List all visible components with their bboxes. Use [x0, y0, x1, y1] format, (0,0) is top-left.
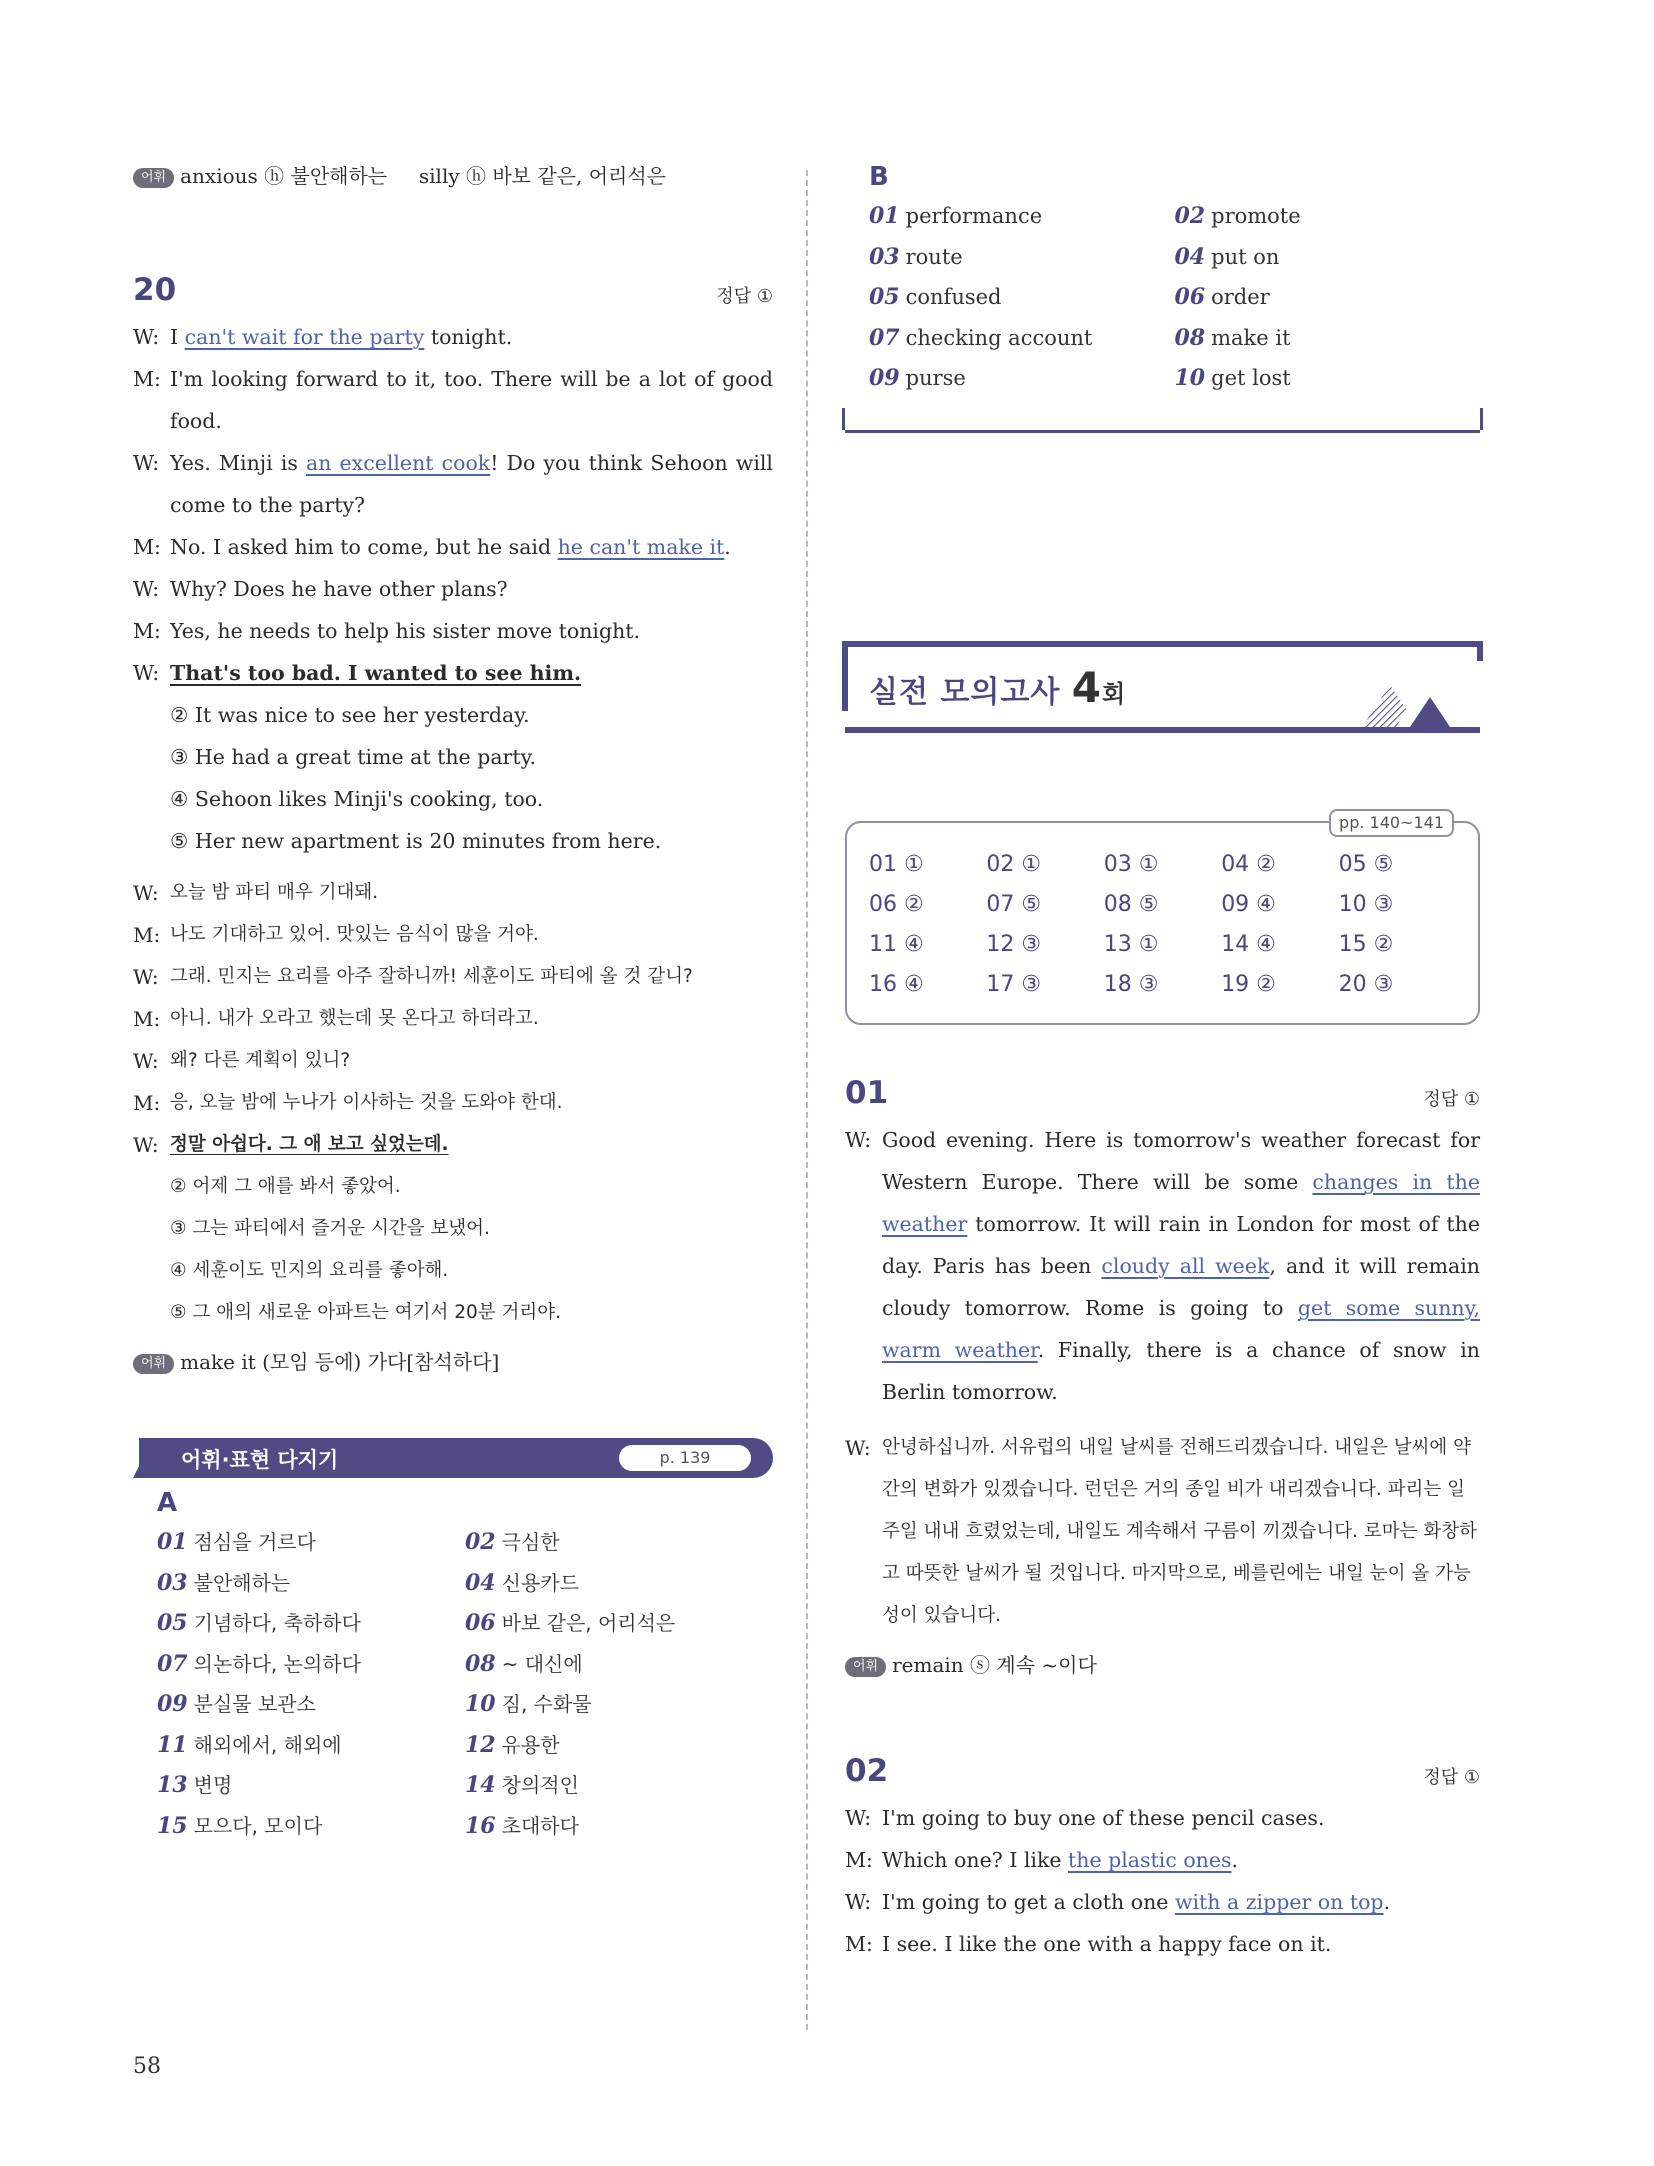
korean-text: 안녕하십니까. 서유럽의 내일 날씨를 전해드리겠습니다. 내일은 날씨에 약간의 변화가 있겠습니다. 런던은 거의 종일 비가 내리겠습니다. 파리는 일주일 내내 흐렸었는데, 내일도 계속해서 구름이 끼겠습니다. 로마는 화창하고 따뜻한 날씨가 될 것입니다. 마지막으로, 베를린에는 내일 눈이 올 가능성이 있습니다.: [882, 1437, 1477, 1626]
vocab-item: [1175, 318, 1481, 359]
item-text: confused: [905, 285, 1002, 309]
item-number: 09: [157, 1691, 188, 1717]
text-fragment: .: [724, 535, 731, 559]
dialogue-text: [882, 1881, 1480, 1923]
item-text: route: [905, 244, 963, 269]
speaker-label: W:: [133, 1133, 159, 1157]
item-text: 해외에서, 해외에: [193, 1732, 342, 1757]
text-fragment: I'm going to get a cloth one: [882, 1890, 1175, 1914]
item-text: put on: [1211, 244, 1280, 269]
answer-options-korean: [133, 1166, 773, 1334]
test-title: [869, 663, 1126, 712]
answer-option: ④ 세훈이도 민지의 요리를 좋아해.: [170, 1260, 449, 1281]
test-suffix: 회: [1102, 680, 1127, 708]
key-phrase: with a zipper on top: [1174, 1890, 1384, 1914]
vocab-text: anxious ⓗ 불안해하는 silly ⓗ 바보 같은, 어리석은: [180, 164, 666, 188]
text-fragment: No. I asked him to come, but he said: [170, 535, 558, 559]
answer-options-english: [133, 694, 773, 862]
dialogue-line: [133, 652, 773, 694]
dialogue-line: [845, 1797, 1480, 1839]
item-text: performance: [905, 204, 1043, 228]
speaker-label: M:: [133, 923, 161, 947]
item-text: 점심을 거르다: [193, 1530, 316, 1554]
vocab-item: [157, 1806, 465, 1847]
item-number: 07: [869, 324, 900, 351]
answer-key-item: 11 ④: [869, 932, 924, 957]
item-text: 기념하다, 축하하다: [193, 1611, 361, 1635]
answer-key-pages: pp. 140~141: [1329, 809, 1454, 837]
answer-sentence: 정말 아쉽다. 그 애 보고 싶었는데.: [170, 1134, 449, 1155]
section-b-list: [869, 196, 1480, 399]
dialogue-line: [133, 568, 773, 610]
vocab-item: [157, 1765, 465, 1806]
korean-text: 응, 오늘 밤에 누나가 이사하는 것을 도와야 한대.: [170, 1092, 563, 1113]
answer-key-item: 14 ④: [1221, 932, 1276, 957]
answer-option: ④ Sehoon likes Minji's cooking, too.: [170, 787, 544, 811]
dialogue-text: [170, 568, 773, 610]
item-text: 변명: [193, 1773, 233, 1797]
answer-key-item: 20 ③: [1338, 972, 1394, 997]
key-phrase: changes in the weather: [882, 1170, 1480, 1236]
vocab-item: [157, 1725, 465, 1766]
answer-option: ⑤ Her new apartment is 20 minutes from here.: [170, 829, 662, 853]
answer-key-item: 10 ③: [1338, 892, 1394, 917]
dialogue-text: [170, 358, 773, 442]
item-text: 극심한: [501, 1530, 560, 1554]
answer-key-item: 08 ⑤: [1103, 892, 1159, 917]
item-text: promote: [1211, 204, 1301, 228]
korean-text: 오늘 밤 파티 매우 기대돼.: [170, 882, 379, 903]
korean-line: [133, 1124, 773, 1166]
question-header-02: [845, 1753, 1480, 1789]
text-fragment: Yes. Minji is: [170, 451, 306, 475]
text-fragment: I: [170, 325, 185, 349]
text-fragment: .: [1383, 1890, 1391, 1914]
item-text: ~ 대신에: [501, 1651, 583, 1676]
dialogue-text: [882, 1923, 1480, 1965]
item-number: 15: [157, 1812, 188, 1839]
question-number: 20: [133, 272, 177, 308]
vocab-item: [869, 277, 1175, 318]
vocab-item: [1175, 237, 1481, 278]
item-number: 06: [1174, 284, 1206, 310]
item-text: 신용카드: [501, 1570, 579, 1595]
dialogue-english: [133, 316, 773, 694]
question-header-01: [845, 1075, 1480, 1111]
vocab-note-20: [133, 1346, 773, 1378]
vocab-item: [465, 1765, 773, 1806]
vocab-text: make it (모임 등에) 가다[참석하다]: [180, 1350, 500, 1374]
section-b-label: B: [869, 162, 889, 192]
answer-label: 정답 ①: [716, 286, 773, 307]
vocab-item: [157, 1603, 465, 1644]
vocab-item: [869, 318, 1175, 359]
item-number: 04: [1174, 243, 1206, 270]
vocab-item: [465, 1806, 773, 1847]
vocab-tag: 어휘: [133, 168, 174, 188]
answer-key-item: 17 ③: [986, 972, 1042, 997]
dialogue-text: [170, 610, 773, 652]
test-banner: [845, 641, 1480, 733]
answer-key-item: 12 ③: [986, 932, 1042, 957]
answer-label: 정답 ①: [1423, 1767, 1480, 1788]
vocab-item: [465, 1644, 773, 1685]
speaker-label: W:: [845, 1128, 872, 1152]
dialogue-text: [170, 652, 773, 694]
answer-key-item: 07 ⑤: [986, 892, 1042, 917]
answer-key-box: [845, 813, 1480, 1025]
item-text: 바보 같은, 어리석은: [501, 1611, 676, 1635]
vocab-item: [157, 1522, 465, 1563]
answer-key-item: 04 ②: [1221, 852, 1276, 877]
text-fragment: Yes, he needs to help his sister move tonight.: [170, 619, 641, 643]
answer-option: ③ He had a great time at the party.: [170, 745, 536, 769]
speaker-label: W:: [133, 881, 159, 905]
item-text: 모으다, 모이다: [193, 1813, 323, 1838]
answer-key-item: 19 ②: [1221, 972, 1276, 997]
section-a-label: A: [157, 1488, 178, 1518]
item-text: 초대하다: [501, 1813, 579, 1838]
vocab-item: [1175, 358, 1481, 399]
speaker-label: W:: [845, 1436, 871, 1460]
vocab-item: [465, 1603, 773, 1644]
item-number: 05: [869, 284, 900, 310]
answer-option: ⑤ 그 애의 새로운 아파트는 여기서 20분 거리야.: [170, 1302, 561, 1323]
answer-key-item: 05 ⑤: [1338, 852, 1394, 877]
monologue-english: [845, 1119, 1480, 1413]
answer-key-item: 13 ①: [1103, 932, 1159, 957]
speaker-label: M:: [133, 535, 161, 559]
section-b-box: [845, 162, 1480, 433]
dialogue-line: [133, 610, 773, 652]
text-fragment: tomorrow. It will rain in London for most of the day. Paris has been: [882, 1212, 1480, 1278]
dialogue-line: [845, 1881, 1480, 1923]
review-title: 어휘·표현 다지기: [181, 1448, 339, 1472]
text-fragment: Good evening. Here is tomorrow's weather forecast for Western Europe. There will be some: [882, 1128, 1480, 1194]
answer-key-item: 16 ④: [869, 972, 924, 997]
text-fragment: .: [1231, 1848, 1239, 1872]
korean-text: 그래. 민지는 요리를 아주 잘하니까! 세훈이도 파티에 올 것 같니?: [170, 966, 693, 987]
vocab-tag: 어휘: [845, 1657, 886, 1677]
test-title-text: 실전 모의고사: [869, 675, 1061, 710]
item-text: get lost: [1211, 366, 1291, 390]
item-number: 01: [157, 1529, 188, 1555]
text-fragment: . Finally, there is a chance of snow in Berlin tomorrow.: [882, 1338, 1480, 1404]
vocab-item: [465, 1563, 773, 1604]
item-text: 불안해하는: [193, 1570, 291, 1595]
text-fragment: tonight.: [424, 325, 513, 349]
review-banner: [139, 1438, 773, 1478]
korean-text: 왜? 다른 계획이 있니?: [170, 1050, 351, 1071]
dialogue-text: [882, 1797, 1480, 1839]
key-phrase: an excellent cook: [305, 451, 491, 475]
item-text: 의논하다, 논의하다: [193, 1651, 361, 1676]
speaker-label: W:: [133, 451, 160, 475]
dialogue-text: [170, 526, 773, 568]
item-number: 06: [465, 1610, 496, 1636]
answer-key-item: 18 ③: [1103, 972, 1159, 997]
column-divider: [806, 170, 808, 2030]
speaker-label: W:: [133, 325, 160, 349]
vocab-note-01: [845, 1649, 1480, 1681]
text-fragment: ! Do you think Sehoon will come to the party?: [170, 451, 773, 517]
item-text: 분실물 보관소: [193, 1692, 316, 1716]
korean-text: 아니. 내가 오라고 했는데 못 온다고 하더라고.: [170, 1008, 539, 1029]
item-number: 07: [157, 1650, 188, 1677]
monologue-korean: [845, 1427, 1480, 1637]
key-phrase: cloudy all week: [1101, 1254, 1270, 1278]
item-number: 12: [465, 1731, 496, 1758]
korean-line: [133, 872, 773, 914]
left-column: [133, 160, 773, 1846]
item-text: 짐, 수화물: [501, 1692, 592, 1716]
item-number: 08: [465, 1650, 496, 1677]
item-number: 14: [465, 1772, 496, 1798]
key-phrase: he can't make it: [557, 535, 725, 559]
speaker-label: W:: [845, 1890, 872, 1914]
question-header-20: [133, 272, 773, 308]
dialogue-line: [133, 526, 773, 568]
test-number: 4: [1071, 663, 1103, 712]
question-number: 02: [845, 1753, 889, 1789]
speaker-label: M:: [845, 1932, 873, 1956]
speaker-label: W:: [133, 965, 159, 989]
banner-triangle: [133, 1438, 173, 1478]
speaker-label: M:: [133, 367, 161, 391]
vocab-item: [465, 1522, 773, 1563]
text-fragment: I'm going to buy one of these pencil cases.: [882, 1806, 1325, 1830]
question-number: 01: [845, 1075, 889, 1111]
text-fragment: Which one? I like: [882, 1848, 1069, 1872]
item-number: 03: [869, 243, 900, 270]
key-phrase: can't wait for the party: [184, 325, 425, 349]
answer-sentence: That's too bad. I wanted to see him.: [170, 661, 582, 685]
vocab-item: [465, 1684, 773, 1725]
item-text: 창의적인: [501, 1773, 579, 1797]
korean-line: [133, 1040, 773, 1082]
item-number: 02: [1174, 203, 1206, 229]
item-text: make it: [1211, 325, 1291, 350]
mountain-icon: [1362, 681, 1452, 727]
answer-option: ② 어제 그 애를 봐서 좋았어.: [170, 1176, 401, 1197]
speaker-label: M:: [133, 1007, 161, 1031]
item-number: 03: [157, 1569, 188, 1596]
korean-line: [133, 956, 773, 998]
vocab-item: [157, 1563, 465, 1604]
item-number: 08: [1174, 324, 1206, 351]
text-fragment: I'm looking forward to it, too. There will be a lot of good food.: [170, 367, 773, 433]
item-text: order: [1211, 285, 1270, 309]
item-number: 05: [157, 1610, 188, 1636]
answer-key-item: 06 ②: [869, 892, 924, 917]
dialogue-text: [170, 316, 773, 358]
korean-line: [133, 1082, 773, 1124]
speaker-label: M:: [133, 1091, 161, 1115]
vocab-item: [869, 196, 1175, 237]
korean-text: 나도 기대하고 있어. 맛있는 음식이 많을 거야.: [170, 924, 539, 945]
vocab-text: remain ⓢ 계속 ~이다: [892, 1653, 1097, 1677]
item-number: 04: [465, 1569, 496, 1596]
text-fragment: I see. I like the one with a happy face on it.: [882, 1932, 1332, 1956]
dialogue-line: [133, 316, 773, 358]
key-phrase: get some sunny, warm weather: [882, 1296, 1481, 1362]
speaker-label: W:: [133, 577, 160, 601]
dialogue-english: [845, 1797, 1480, 1965]
key-phrase: the plastic ones: [1068, 1848, 1232, 1872]
right-column: [845, 162, 1480, 1965]
dialogue-text: [882, 1839, 1480, 1881]
answer-option: ② It was nice to see her yesterday.: [170, 703, 530, 727]
korean-line: [133, 914, 773, 956]
answer-key-grid: [869, 845, 1456, 1005]
answer-key-item: 09 ④: [1221, 892, 1276, 917]
text-fragment: Why? Does he have other plans?: [170, 577, 508, 601]
speaker-label: M:: [845, 1848, 873, 1872]
item-text: 유용한: [501, 1732, 560, 1757]
dialogue-text: [170, 442, 773, 526]
item-number: 02: [465, 1529, 496, 1555]
dialogue-line: [133, 442, 773, 526]
vocab-item: [869, 237, 1175, 278]
dialogue-line: [133, 358, 773, 442]
dialogue-korean: [133, 872, 773, 1166]
dialogue-line: [845, 1923, 1480, 1965]
speaker-label: M:: [133, 619, 161, 643]
item-number: 10: [1174, 365, 1206, 391]
item-number: 01: [869, 203, 900, 229]
answer-key-item: 03 ①: [1103, 852, 1159, 877]
vocab-item: [465, 1725, 773, 1766]
dialogue-line: [845, 1119, 1480, 1413]
speaker-label: W:: [133, 1049, 159, 1073]
vocab-item: [869, 358, 1175, 399]
item-number: 16: [465, 1812, 496, 1839]
dialogue-line: [845, 1839, 1480, 1881]
answer-key-item: 15 ②: [1338, 932, 1394, 957]
answer-key-item: 02 ①: [986, 852, 1042, 877]
section-a-list: [157, 1522, 773, 1846]
answer-option: ③ 그는 파티에서 즐거운 시간을 보냈어.: [170, 1218, 490, 1239]
answer-label: 정답 ①: [1423, 1089, 1480, 1110]
review-page-ref: p. 139: [619, 1445, 751, 1471]
item-number: 13: [157, 1772, 188, 1798]
speaker-label: W:: [133, 661, 160, 685]
vocab-item: [1175, 196, 1481, 237]
korean-line: [133, 998, 773, 1040]
dialogue-text: [882, 1119, 1480, 1413]
vocab-item: [157, 1644, 465, 1685]
page-number: 58: [133, 2054, 161, 2079]
vocab-item: [157, 1684, 465, 1725]
answer-key-item: 01 ①: [869, 852, 924, 877]
vocab-note-top: [133, 160, 773, 192]
text-fragment: , and it will remain cloudy tomorrow. Rome is going to: [882, 1254, 1480, 1320]
item-text: checking account: [905, 325, 1093, 350]
vocab-tag: 어휘: [133, 1354, 174, 1374]
speaker-label: W:: [845, 1806, 872, 1830]
item-number: 09: [869, 365, 900, 391]
vocab-item: [1175, 277, 1481, 318]
item-text: purse: [905, 366, 966, 390]
item-number: 11: [157, 1731, 188, 1758]
item-number: 10: [465, 1691, 496, 1717]
